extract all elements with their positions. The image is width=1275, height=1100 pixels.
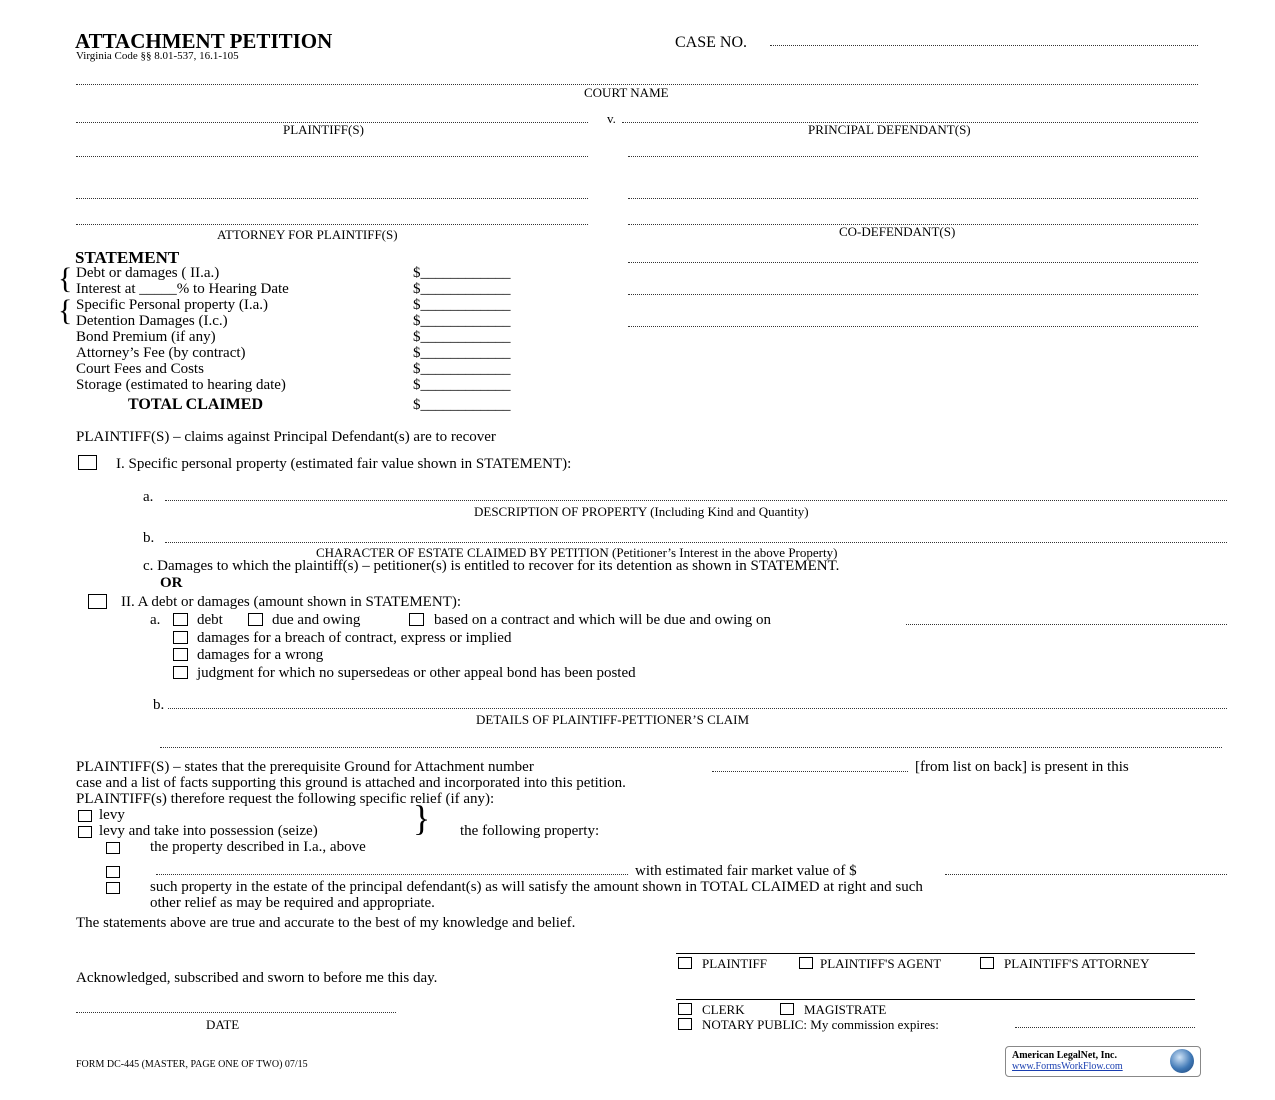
date-field[interactable] <box>76 1012 396 1013</box>
signature-line[interactable] <box>676 953 1195 954</box>
statement-amount-property[interactable]: $____________ <box>413 297 511 313</box>
judgment-checkbox[interactable] <box>173 666 188 679</box>
breach-checkbox[interactable] <box>173 631 188 644</box>
date-label: DATE <box>206 1017 240 1032</box>
case-no-label: CASE NO. <box>675 34 748 51</box>
code-reference: Virginia Code §§ 8.01-537, 16.1-105 <box>76 50 239 62</box>
form-title: ATTACHMENT PETITION <box>75 29 333 53</box>
brace-property-detention: { <box>58 294 73 327</box>
form-id: FORM DC-445 (MASTER, PAGE ONE OF TWO) 07/15 <box>76 1059 308 1070</box>
relief-brace: { <box>413 798 431 838</box>
ground-number-field[interactable] <box>712 771 908 772</box>
breach-option: damages for a breach of contract, express or implied <box>197 630 512 646</box>
section-1c-text: c. Damages to which the plaintiff(s) – petitioner(s) is entitled to recover for its detention as shown in STATEMENT. <box>143 558 840 574</box>
levy-seize-checkbox[interactable] <box>78 826 92 838</box>
wrong-checkbox[interactable] <box>173 648 188 661</box>
wrong-option: damages for a wrong <box>197 647 324 663</box>
statement-amount-court-fees[interactable]: $____________ <box>413 361 511 377</box>
contract-option: based on a contract and which will be due and owing on <box>434 612 771 628</box>
described-property-checkbox[interactable] <box>106 842 120 854</box>
grounds-line-1: PLAINTIFF(S) – states that the prerequisite Ground for Attachment number <box>76 759 534 775</box>
claim-details-caption: DETAILS OF PLAINTIFF-PETTIONER’S CLAIM <box>476 712 750 727</box>
versus-label: v. <box>607 111 616 126</box>
statement-amount-attorney-fee[interactable]: $____________ <box>413 345 511 361</box>
grounds-line-2: case and a list of facts supporting this ground is attached and incorporated into this petition. <box>76 775 626 791</box>
estimated-value-label: with estimated fair market value of $ <box>635 863 857 879</box>
plaintiff-checkbox[interactable] <box>678 957 692 969</box>
brace-debt-interest: { <box>58 262 73 295</box>
estimated-value-field[interactable] <box>945 874 1227 875</box>
clerk-label: CLERK <box>702 1002 745 1017</box>
codefendant-field-2[interactable] <box>628 262 1198 263</box>
such-property-checkbox[interactable] <box>106 882 120 894</box>
such-property-option-cont: other relief as may be required and appropriate. <box>150 895 435 911</box>
statement-amount-bond[interactable]: $____________ <box>413 329 511 345</box>
magistrate-checkbox[interactable] <box>780 1003 794 1015</box>
levy-seize-option: levy and take into possession (seize) <box>99 823 318 839</box>
claim-details-field[interactable] <box>168 708 1227 709</box>
officer-signature-line[interactable] <box>676 999 1195 1000</box>
attorney-field-2[interactable] <box>76 224 588 225</box>
contract-checkbox[interactable] <box>409 613 424 626</box>
magistrate-label: MAGISTRATE <box>804 1002 887 1017</box>
case-no-field[interactable] <box>770 45 1198 46</box>
declaration-text: The statements above are true and accurate to the best of my knowledge and belief. <box>76 915 576 931</box>
codefendant-label: CO-DEFENDANT(S) <box>839 224 956 239</box>
principal-defendant-field-3[interactable] <box>628 198 1198 199</box>
statement-label-interest: Interest at _____% to Hearing Date <box>76 281 289 297</box>
grounds-line-1-end: [from list on back] is present in this <box>915 759 1129 775</box>
principal-defendant-field-2[interactable] <box>628 156 1198 157</box>
statement-heading: STATEMENT <box>75 248 180 267</box>
codefendant-field-4[interactable] <box>628 326 1198 327</box>
section-1-label: I. Specific personal property (estimated fair value shown in STATEMENT): <box>116 456 572 472</box>
statement-label-detention: Detention Damages (I.c.) <box>76 313 228 329</box>
estimated-property-checkbox[interactable] <box>106 866 120 878</box>
section-2a-label: a. <box>150 612 161 628</box>
claims-intro: PLAINTIFF(S) – claims against Principal Defendant(s) are to recover <box>76 429 496 445</box>
debt-option: debt <box>197 612 223 628</box>
notary-label: NOTARY PUBLIC: My commission expires: <box>702 1017 939 1032</box>
section-1b-label: b. <box>143 530 155 546</box>
following-property-label: the following property: <box>460 823 600 839</box>
levy-option: levy <box>99 807 125 823</box>
judgment-option: judgment for which no supersedeas or other appeal bond has been posted <box>197 665 636 681</box>
attorney-label: ATTORNEY FOR PLAINTIFF(S) <box>217 227 398 242</box>
section-2-checkbox[interactable] <box>88 594 107 609</box>
attorney-field-1[interactable] <box>76 198 588 199</box>
due-and-owing-checkbox[interactable] <box>248 613 263 626</box>
relief-request-line: PLAINTIFF(s) therefore request the following specific relief (if any): <box>76 791 495 807</box>
plaintiffs-label: PLAINTIFF(S) <box>283 122 364 137</box>
court-name-label: COURT NAME <box>584 85 669 100</box>
acknowledged-text: Acknowledged, subscribed and sworn to before me this day. <box>76 970 438 986</box>
statement-label-property: Specific Personal property (I.a.) <box>76 297 269 313</box>
section-2-label: II. A debt or damages (amount shown in STATEMENT): <box>121 594 461 610</box>
statement-amount-detention[interactable]: $____________ <box>413 313 511 329</box>
statement-amount-debt[interactable]: $____________ <box>413 265 511 281</box>
described-property-option: the property described in I.a., above <box>150 839 366 855</box>
attorney-signer-label: PLAINTIFF'S ATTORNEY <box>1004 956 1150 971</box>
or-label: OR <box>160 575 183 591</box>
section-2b-label: b. <box>153 697 165 713</box>
description-caption: DESCRIPTION OF PROPERTY (Including Kind and Quantity) <box>474 504 809 519</box>
description-of-property-field[interactable] <box>165 500 1227 501</box>
statement-amount-storage[interactable]: $____________ <box>413 377 511 393</box>
character-of-estate-field[interactable] <box>165 542 1227 543</box>
codefendant-field-3[interactable] <box>628 294 1198 295</box>
statement-amount-interest[interactable]: $____________ <box>413 281 511 297</box>
attorney-checkbox[interactable] <box>980 957 994 969</box>
publisher-name: American LegalNet, Inc. <box>1012 1050 1117 1061</box>
character-caption: CHARACTER OF ESTATE CLAIMED BY PETITION (Petitioner’s Interest in the above Property) <box>316 545 838 560</box>
total-claimed-amount[interactable]: $____________ <box>413 397 511 413</box>
publisher-url-link[interactable]: www.FormsWorkFlow.com <box>1012 1061 1123 1072</box>
notary-checkbox[interactable] <box>678 1018 692 1030</box>
plaintiff-field-2[interactable] <box>76 156 588 157</box>
debt-checkbox[interactable] <box>173 613 188 626</box>
statement-label-debt: Debt or damages ( II.a.) <box>76 265 220 281</box>
such-property-option: such property in the estate of the principal defendant(s) as will satisfy the amount shown in TOTAL CLAIMED at right and such <box>150 879 923 895</box>
due-and-owing-option: due and owing <box>272 612 361 628</box>
agent-label: PLAINTIFF'S AGENT <box>820 956 942 971</box>
statement-label-attorney-fee: Attorney’s Fee (by contract) <box>76 345 246 361</box>
contract-due-date-field[interactable] <box>906 624 1227 625</box>
estimated-property-description-field[interactable] <box>156 874 628 875</box>
statement-label-court-fees: Court Fees and Costs <box>76 361 204 377</box>
levy-checkbox[interactable] <box>78 810 92 822</box>
agent-checkbox[interactable] <box>799 957 813 969</box>
section-1-checkbox[interactable] <box>78 455 97 470</box>
principal-defendant-label: PRINCIPAL DEFENDANT(S) <box>808 122 971 137</box>
claim-details-field-2[interactable] <box>160 747 1222 748</box>
plaintiff-label: PLAINTIFF <box>702 956 768 971</box>
clerk-checkbox[interactable] <box>678 1003 692 1015</box>
globe-icon <box>1170 1049 1194 1073</box>
statement-label-bond: Bond Premium (if any) <box>76 329 216 345</box>
total-claimed-label: TOTAL CLAIMED <box>128 396 263 413</box>
section-1a-label: a. <box>143 489 154 505</box>
publisher-logo[interactable] <box>1005 1046 1201 1077</box>
statement-label-storage: Storage (estimated to hearing date) <box>76 377 286 393</box>
commission-expires-field[interactable] <box>1015 1027 1195 1028</box>
